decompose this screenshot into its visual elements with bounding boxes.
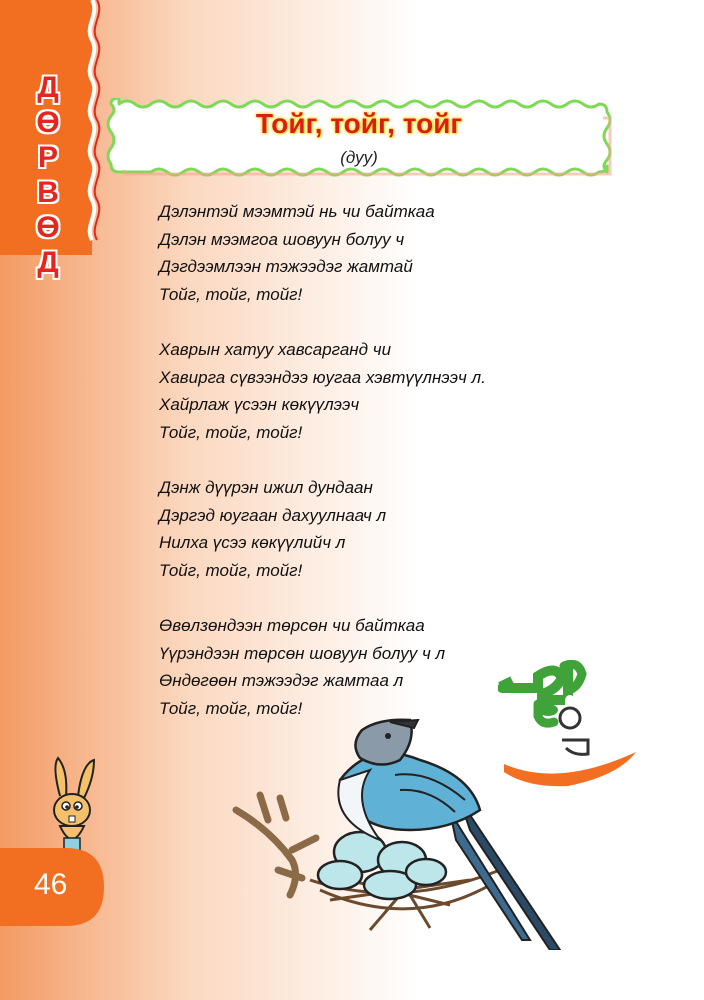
poem-line: Үүрэндээн төрсөн шовуун болуу ч л [159, 643, 446, 663]
tab-letter: Д [37, 246, 59, 279]
stanza [159, 474, 619, 584]
page-number: 46 [34, 868, 68, 901]
poem-line: Дэгдээмлээн тэжээдэг жамтай [159, 257, 413, 276]
rabbit-illustration [42, 756, 102, 856]
poem-line: Тойг, тойг, тойг! [159, 560, 303, 580]
poem-line: Хайрлаж үсээн көкүүлээч [159, 395, 360, 414]
section-tab [0, 0, 104, 279]
magpie-bird-illustration [230, 700, 590, 950]
poem-line: Тойг, тойг, тойг! [159, 284, 303, 304]
title-box [105, 98, 613, 176]
poem-line: Нилха үсээ көкүүлийч л [159, 533, 346, 552]
poem-line: Тойг, тойг, тойг! [159, 698, 303, 718]
poem-line: Өндөгөөн тэжээдэг жамтаа л [159, 671, 404, 690]
stanza [159, 198, 619, 308]
poem-line: Дэлэнтэй мээмтэй нь чи байткаа [159, 202, 435, 221]
poem-line: Дэргэд юугаан дахуулнаач л [159, 505, 387, 525]
poem-line: Тойг, тойг, тойг! [159, 422, 303, 442]
tab-letter: Ө [36, 106, 60, 139]
poem-line: Хавирга сүвээндээ юугаа хэвтүүлнээч л. [159, 367, 486, 387]
poem-line: Өвөлзөндээн төрсөн чи байткаа [159, 616, 425, 635]
poem-line: Дэнж дүүрэн ижил дундаан [159, 478, 373, 497]
page-subtitle: (дуу) [340, 148, 378, 167]
stanza [159, 336, 619, 446]
tab-letter: Д [37, 71, 59, 104]
tab-letter: Р [37, 141, 58, 174]
tab-letter: Ө [36, 211, 60, 244]
tab-letter: В [37, 176, 59, 209]
page-title: Тойг, тойг, тойг [255, 108, 463, 139]
poem-line: Хаврын хатуу хавсарганд чи [159, 340, 392, 359]
poem-line: Дэлэн мээмгоа шовуун болуу ч [159, 229, 405, 249]
section-tab-letters [28, 70, 68, 280]
